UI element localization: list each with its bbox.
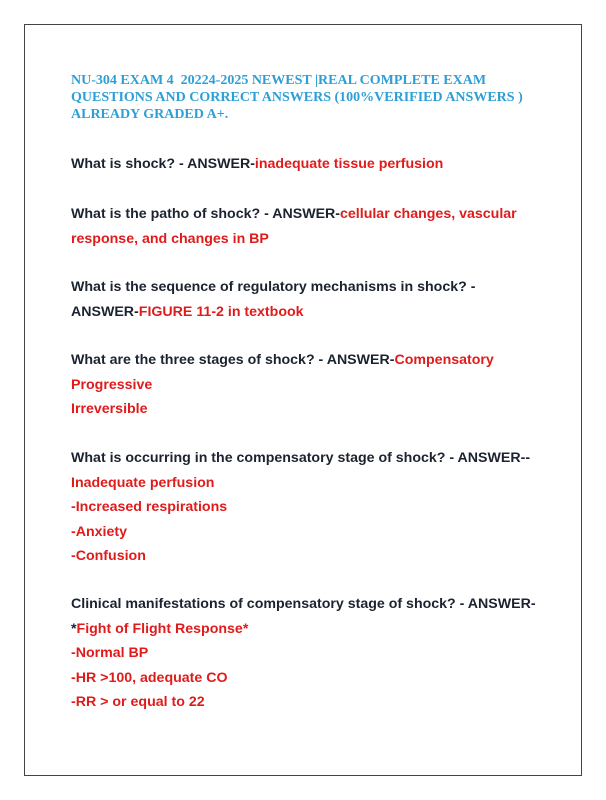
qa-block xyxy=(71,152,541,177)
answer-line: Progressive xyxy=(71,376,153,393)
question-tail: * xyxy=(71,620,77,637)
question-text: What is the sequence of regulatory mechanisms in shock? - ANSWER- xyxy=(71,279,476,320)
answer-line: -Confusion xyxy=(71,548,146,564)
answer-line: Irreversible xyxy=(71,401,148,417)
answer-line: -Anxiety xyxy=(71,523,127,540)
answer-text: Compensatory xyxy=(394,352,494,368)
document-title: NU-304 EXAM 4 20224-2025 NEWEST |REAL COMPLETE EXAM QUESTIONS AND CORRECT ANSWERS (100%VERIFIED ANSWERS ) ALREADY GRADED A+. xyxy=(71,73,526,122)
qa-block xyxy=(71,275,541,324)
answer-line xyxy=(71,617,541,642)
answer-line: -Increased respirations xyxy=(71,499,228,515)
qa-block xyxy=(71,348,541,422)
answer-text: cellular changes, vascular response, and changes in BP xyxy=(71,206,517,247)
question-text: What are the three stages of shock? - ANSWER- xyxy=(71,352,395,368)
answer-line: Inadequate perfusion xyxy=(71,474,215,491)
question-text: What is shock? - ANSWER- xyxy=(71,156,255,172)
question-text: Clinical manifestations of compensatory stage of shock? - ANSWER- xyxy=(71,596,536,612)
qa-block xyxy=(71,446,541,569)
qa-block xyxy=(71,202,541,251)
answer-text: FIGURE 11-2 in textbook xyxy=(138,303,304,320)
qa-block xyxy=(71,592,541,715)
question-text: What is the patho of shock? - ANSWER- xyxy=(71,206,341,222)
answer-line: -Normal BP xyxy=(71,645,149,661)
answer-text: inadequate tissue perfusion xyxy=(254,156,444,172)
question-text: What is occurring in the compensatory stage of shock? - ANSWER-- xyxy=(71,450,531,466)
answer-line: -RR > or equal to 22 xyxy=(71,694,205,710)
answer-text: Fight of Flight Response* xyxy=(76,620,249,637)
answer-line: -HR >100, adequate CO xyxy=(71,669,228,686)
